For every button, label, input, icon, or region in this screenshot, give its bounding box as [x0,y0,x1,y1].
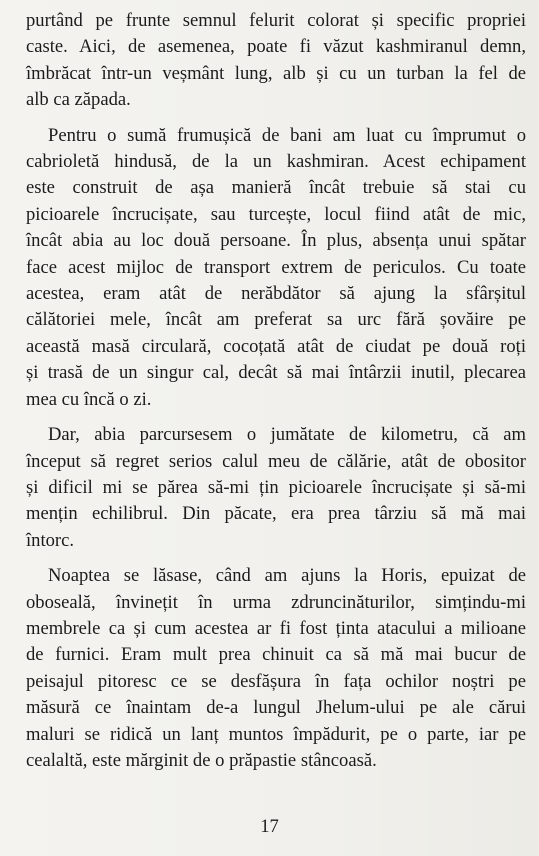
text-line: întorc. [26,529,75,551]
text-line: mențin echilibrul. Din păcate, era prea târziu să mă mai [26,503,526,525]
text-line: și trasă de un singur cal, decât să mai întârzii inutil, plecarea [26,362,526,384]
text-line: Noaptea se lăsase, când am ajuns la Horis, epuizat de [48,565,526,587]
paragraph-2 [26,123,526,413]
text-line: caste. Aici, de asemenea, poate fi văzut kashmiranul demn, [26,36,526,58]
text-line: este construit de așa manieră încât trebuie să stai cu [26,177,526,199]
text-line: maluri se ridică un lanț muntos împădurit, pe o parte, iar pe [26,723,526,745]
text-line: început să regret serios calul meu de călărie, atât de obositor [26,450,526,472]
body-text [26,8,526,783]
text-line: călătoriei mele, încât am preferat sa urc fără șovăire pe [26,309,526,331]
page-number: 17 [260,816,279,837]
paragraph-1 [26,8,526,114]
text-line: Dar, abia parcursesem o jumătate de kilometru, că am [48,424,526,446]
text-line: cealaltă, este mărginit de o prăpastie stâncoasă. [26,749,377,771]
text-line: alb ca zăpada. [26,89,131,111]
text-line: purtând pe frunte semnul felurit colorat și specific propriei [26,10,526,31]
text-line: măsură ce înaintam de-a lungul Jhelum-ului pe ale cărui [26,697,526,719]
text-line: acestea, eram atât de nerăbdător să ajung la sfârșitul [26,283,526,305]
text-line: îmbrăcat într-un veșmânt lung, alb și cu un turban la fel de [26,62,526,84]
paragraph-4 [26,563,526,774]
text-line: Pentru o sumă frumușică de bani am luat cu împrumut o [48,124,526,146]
text-line: de furnici. Eram mult prea chinuit ca să mă mai bucur de [26,644,526,666]
text-line: face acest mijloc de transport extrem de periculos. Cu toate [26,256,526,278]
text-line: și dificil mi se părea să-mi țin picioarele încrucișate și să-mi [26,476,526,498]
text-line: picioarele încrucișate, sau turcește, locul fiind atât de mic, [26,203,526,225]
paragraph-3 [26,422,526,554]
text-line: peisajul pitoresc ce se desfășura în fața ochilor noștri pe [26,670,526,692]
text-line: oboseală, învinețit în urma zdruncinăturilor, simțindu-mi [26,591,526,613]
text-line: această masă circulară, cocoțată atât de ciudat pe două roți [26,335,526,357]
text-line: încât abia au loc două persoane. În plus, absența unui spătar [26,230,526,252]
text-line: membrele ca și cum acestea ar fi fost ținta atacului a milioane [26,617,526,639]
text-line: cabrioletă hindusă, de la un kashmiran. Acest echipament [26,151,526,173]
text-line: mea cu încă o zi. [26,388,152,410]
